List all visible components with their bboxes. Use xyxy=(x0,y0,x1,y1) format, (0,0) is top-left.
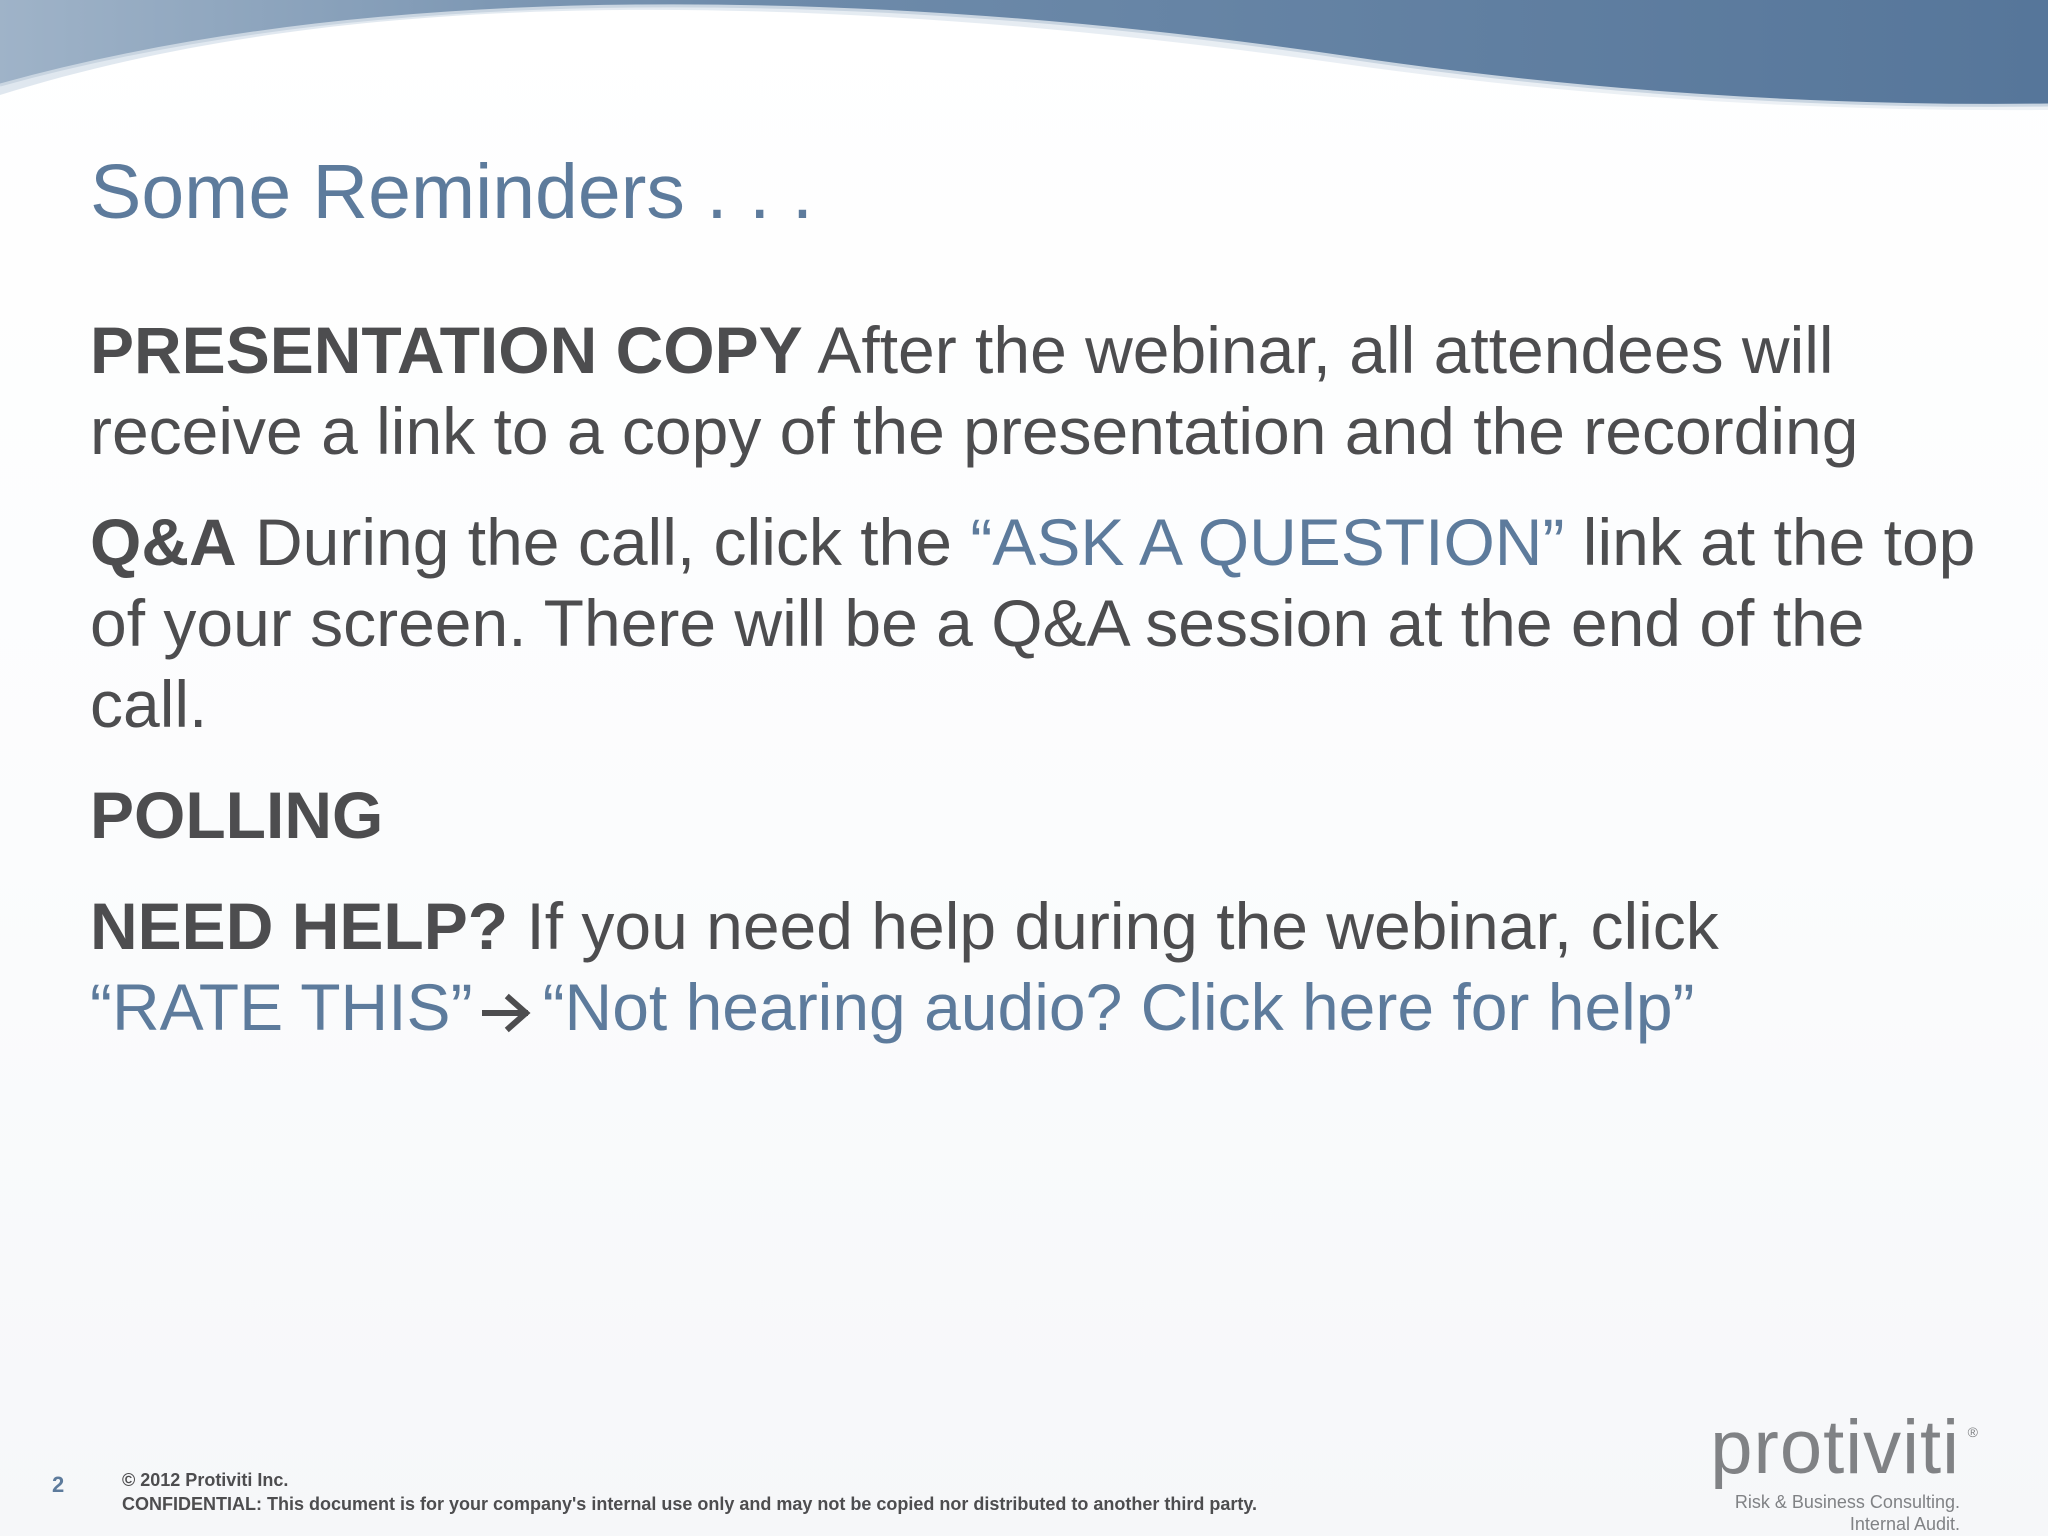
reminder-qa xyxy=(90,502,1990,745)
reminder-label: NEED HELP? xyxy=(90,889,509,963)
reminder-label: POLLING xyxy=(90,778,384,852)
page-number: 2 xyxy=(52,1472,65,1497)
rate-this-link-text: “RATE THIS” xyxy=(90,970,473,1044)
right-arrow-icon xyxy=(481,993,533,1033)
protiviti-logo xyxy=(1690,1405,1980,1534)
logo-wordmark: protiviti xyxy=(1710,1405,1960,1490)
registered-mark: ® xyxy=(1967,1424,1978,1440)
copyright-notice: © 2012 Protiviti Inc. xyxy=(122,1470,289,1490)
reminder-label: PRESENTATION COPY xyxy=(90,313,803,387)
reminder-presentation-copy xyxy=(90,310,1990,472)
reminder-text: After the webinar, all attendees will receive a link to a copy of the presentation and the recording xyxy=(90,313,1859,468)
reminder-text: During the call, click the xyxy=(236,505,971,579)
logo-tagline: Internal Audit. xyxy=(1849,1514,1960,1534)
ask-a-question-link-text: “ASK A QUESTION” xyxy=(970,505,1565,579)
reminders-list xyxy=(90,310,1990,1078)
slide-title: Some Reminders . . . xyxy=(90,149,814,235)
reminder-polling xyxy=(90,775,1990,856)
reminder-label: Q&A xyxy=(90,505,237,579)
reminder-text: If you need help during the webinar, click xyxy=(508,889,1719,963)
logo-tagline: Risk & Business Consulting. xyxy=(1734,1492,1960,1512)
reminder-need-help xyxy=(90,886,1990,1048)
header-wave-decoration xyxy=(0,0,2048,140)
confidentiality-notice: CONFIDENTIAL: This document is for your company's internal use only and may not be copied nor distributed to another third party. xyxy=(122,1494,1258,1514)
audio-help-link-text: “Not hearing audio? Click here for help” xyxy=(542,970,1695,1044)
reminder-text: link at the top of your screen. There will be a Q&A session at the end of the call. xyxy=(90,505,1976,741)
